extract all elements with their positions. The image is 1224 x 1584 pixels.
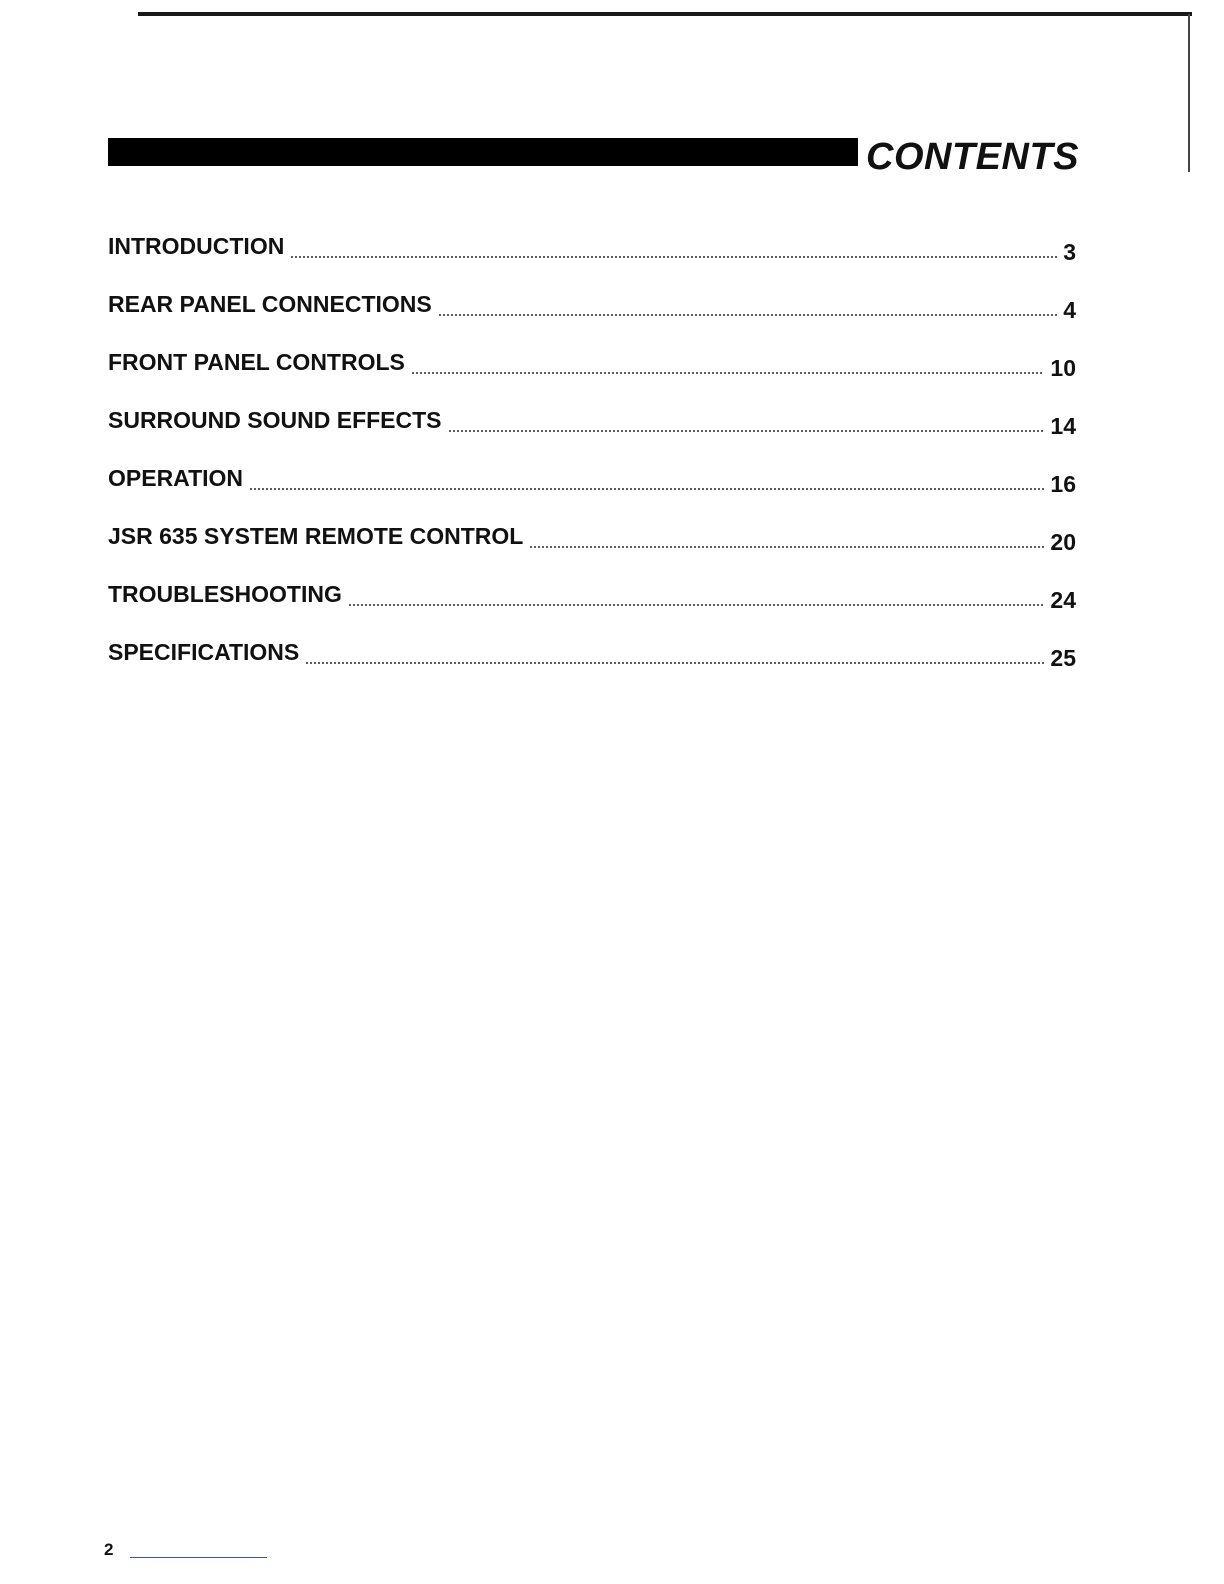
- toc-entry-operation[interactable]: [108, 442, 1076, 500]
- toc-entry-label: OPERATION: [108, 465, 244, 491]
- toc-entry-front-panel-controls[interactable]: [108, 326, 1076, 384]
- toc-entry-label: SPECIFICATIONS: [108, 639, 300, 665]
- toc-entry-label: INTRODUCTION: [108, 233, 285, 259]
- page-edge-line: [1188, 14, 1190, 172]
- dot-leader: [411, 372, 1045, 374]
- table-of-contents: [108, 210, 1076, 674]
- footer-rule: [130, 1557, 267, 1558]
- dot-leader: [290, 256, 1057, 258]
- toc-entry-page: 3: [1063, 239, 1076, 265]
- toc-entry-rear-panel-connections[interactable]: [108, 268, 1076, 326]
- toc-entry-page: 25: [1050, 645, 1076, 671]
- toc-entry-label: JSR 635 SYSTEM REMOTE CONTROL: [108, 523, 524, 549]
- toc-entry-surround-sound-effects[interactable]: [108, 384, 1076, 442]
- toc-entry-label: REAR PANEL CONNECTIONS: [108, 291, 432, 317]
- toc-entry-specifications[interactable]: [108, 616, 1076, 674]
- dot-leader: [438, 314, 1057, 316]
- toc-entry-label: SURROUND SOUND EFFECTS: [108, 407, 442, 433]
- header-bar: [108, 138, 858, 166]
- toc-entry-introduction[interactable]: [108, 210, 1076, 268]
- dot-leader: [448, 430, 1045, 432]
- toc-entry-label: FRONT PANEL CONTROLS: [108, 349, 405, 375]
- toc-entry-page: 14: [1050, 413, 1076, 439]
- toc-entry-page: 10: [1050, 355, 1076, 381]
- toc-entry-page: 16: [1050, 471, 1076, 497]
- page-title: CONTENTS: [866, 136, 1079, 178]
- dot-leader: [348, 604, 1045, 606]
- toc-entry-troubleshooting[interactable]: [108, 558, 1076, 616]
- toc-entry-system-remote-control[interactable]: [108, 500, 1076, 558]
- dot-leader: [305, 662, 1044, 664]
- toc-entry-page: 4: [1063, 297, 1076, 323]
- dot-leader: [249, 488, 1044, 490]
- toc-entry-label: TROUBLESHOOTING: [108, 581, 342, 607]
- top-rule: [138, 12, 1192, 16]
- page-number: 2: [104, 1540, 114, 1559]
- toc-entry-page: 24: [1050, 587, 1076, 613]
- dot-leader: [529, 546, 1044, 548]
- toc-entry-page: 20: [1050, 529, 1076, 555]
